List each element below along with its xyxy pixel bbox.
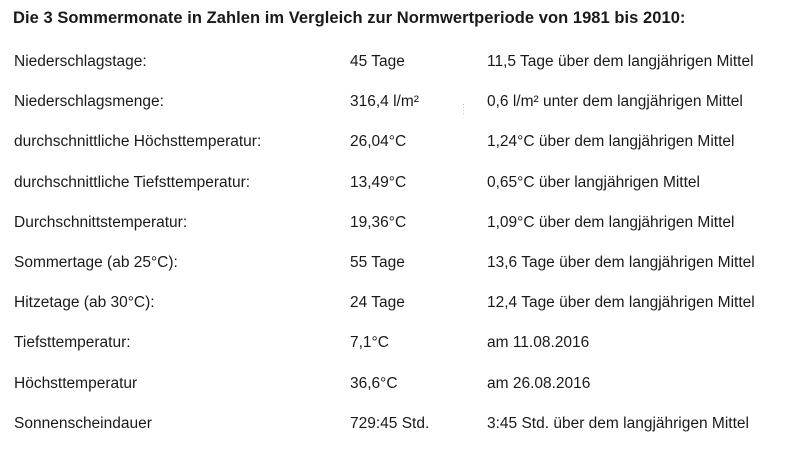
- table-row-tiefsttemperatur-durchschnitt: [0, 174, 800, 214]
- table-row-hitzetage: [0, 294, 800, 334]
- table-row-durchschnittstemperatur: [0, 214, 800, 254]
- row-value: 7,1°C: [350, 334, 389, 352]
- row-label: durchschnittliche Höchsttemperatur:: [14, 133, 262, 151]
- row-comparison: 0,6 l/m² unter dem langjährigen Mittel: [487, 93, 743, 111]
- row-label: Sommertage (ab 25°C):: [14, 253, 178, 271]
- row-label: Tiefsttemperatur:: [14, 334, 131, 352]
- table-row-hoechsttemperatur: [0, 375, 800, 415]
- row-value: 36,6°C: [350, 374, 398, 392]
- row-comparison: 0,65°C über langjährigen Mittel: [487, 173, 700, 191]
- table-row-hoechsttemperatur-durchschnitt: [0, 133, 800, 173]
- row-comparison: 12,4 Tage über dem langjährigen Mittel: [487, 294, 755, 312]
- page-title: Die 3 Sommermonate in Zahlen im Vergleich zur Normwertperiode von 1981 bis 2010:: [13, 9, 686, 27]
- stats-table: [0, 53, 800, 455]
- row-comparison: 1,09°C über dem langjährigen Mittel: [487, 213, 735, 231]
- row-value: 55 Tage: [350, 253, 405, 271]
- table-row-niederschlagstage: [0, 53, 800, 93]
- row-label: Hitzetage (ab 30°C):: [14, 294, 155, 312]
- table-row-sommertage: [0, 254, 800, 294]
- row-comparison: 11,5 Tage über dem langjährigen Mittel: [487, 53, 754, 70]
- row-label: durchschnittliche Tiefsttemperatur:: [14, 173, 251, 191]
- table-row-tiefsttemperatur: [0, 334, 800, 374]
- row-comparison: 1,24°C über dem langjährigen Mittel: [487, 133, 735, 151]
- row-label: Niederschlagstage:: [14, 53, 147, 70]
- row-label: Niederschlagsmenge:: [14, 93, 164, 111]
- row-value: 24 Tage: [350, 294, 405, 312]
- row-comparison: am 26.08.2016: [487, 374, 591, 392]
- row-value: 26,04°C: [350, 133, 407, 151]
- row-value: 729:45 Std.: [350, 414, 430, 432]
- row-value: 13,49°C: [350, 173, 407, 191]
- row-value: 316,4 l/m²: [350, 93, 419, 111]
- row-label: Höchsttemperatur: [14, 374, 138, 392]
- row-comparison: 3:45 Std. über dem langjährigen Mittel: [487, 414, 749, 432]
- row-comparison: 13,6 Tage über dem langjährigen Mittel: [487, 253, 755, 271]
- row-label: Durchschnittstemperatur:: [14, 213, 188, 231]
- row-comparison: am 11.08.2016: [487, 334, 590, 352]
- row-value: 19,36°C: [350, 213, 407, 231]
- row-value: 45 Tage: [350, 53, 405, 70]
- table-row-sonnenscheindauer: [0, 415, 800, 455]
- table-row-niederschlagsmenge: [0, 93, 800, 133]
- row-label: Sonnenscheindauer: [14, 414, 152, 432]
